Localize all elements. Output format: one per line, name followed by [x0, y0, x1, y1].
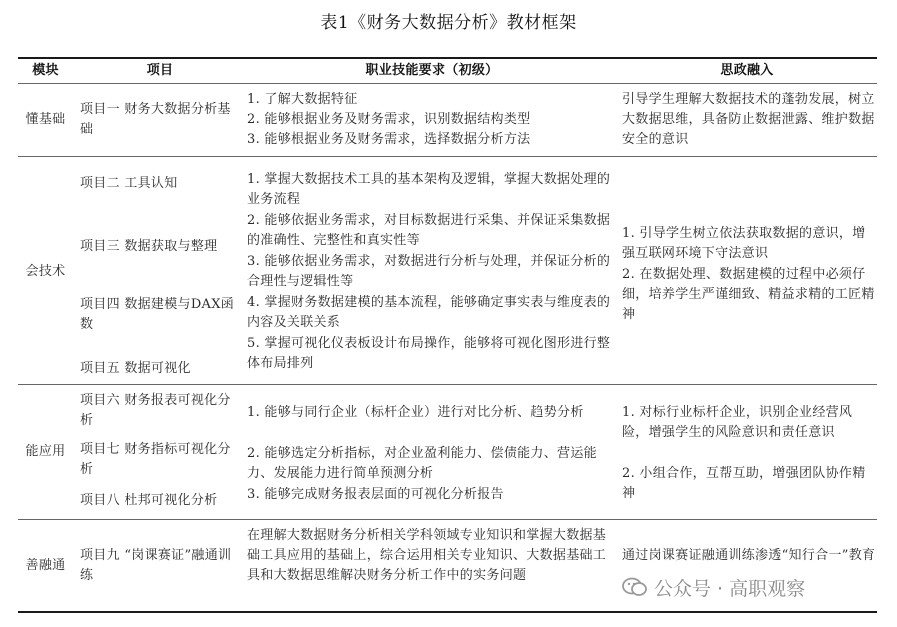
header-ideology: 思政融入 [720, 63, 774, 78]
ideology-cell: 1. 对标行业标杆企业，识别企业经营风险，增强学生的风险意识和责任意识 [622, 405, 853, 440]
header-module: 模块 [32, 63, 59, 78]
skill-item: 4. 掌握财务数据建模的基本流程，能够确定事实表与维度表的内容及关联关系 [247, 295, 611, 330]
ideology-cell: 1. 引导学生树立依法获取数据的意识，增强互联网环境下守法意识 [622, 226, 866, 261]
project-cell: 项目五 数据可视化 [80, 361, 191, 376]
skill-item: 3. 能够根据业务及财务需求，选择数据分析方法 [247, 132, 531, 147]
project-cell: 项目六 财务报表可视化分析 [80, 393, 231, 428]
project-cell: 项目四 数据建模与DAX函数 [80, 297, 235, 332]
skill-item: 2. 能够根据业务及财务需求，识别数据结构类型 [247, 112, 531, 127]
project-cell: 项目七 财务指标可视化分析 [80, 442, 231, 477]
skill-item: 1. 能够与同行企业（标杆企业）进行对比分析、趋势分析 [247, 405, 584, 420]
header-skills: 职业技能要求（初级） [365, 63, 499, 78]
project-cell: 项目三 数据获取与整理 [80, 239, 218, 254]
section-rule [18, 384, 877, 385]
ideology-cell: 2. 小组合作，互帮互助，增强团队协作精神 [622, 466, 866, 501]
ideology-cell: 引导学生理解大数据技术的蓬勃发展，树立大数据思维，具备防止数据泄露、维护数据安全的意识 [622, 92, 875, 147]
project-cell: 项目一 财务大数据分析基础 [80, 102, 231, 137]
project-cell: 项目九 “岗课赛证”融通训练 [80, 548, 232, 583]
wechat-official-account-icon [622, 576, 648, 598]
skill-item: 1. 掌握大数据技术工具的基本架构及逻辑，掌握大数据处理的业务流程 [247, 172, 611, 207]
top-rule [18, 57, 877, 59]
skill-item: 2. 能够选定分析指标，对企业盈利能力、偿债能力、营运能力、发展能力进行简单预测分析 [247, 446, 597, 481]
watermark [622, 572, 877, 602]
header-project: 项目 [146, 63, 174, 78]
watermark-text: 公众号 · 高职观察 [654, 577, 806, 600]
skill-item: 2. 能够依据业务需求，对目标数据进行采集、并保证采集数据的准确性、完整性和真实性等 [247, 213, 611, 248]
ideology-cell: 2. 在数据处理、数据建模的过程中必须仔细，培养学生严谨细致、精益求精的工匠精神 [622, 267, 875, 322]
section-rule [18, 519, 877, 520]
skill-item: 3. 能够完成财务报表层面的可视化分析报告 [247, 487, 504, 502]
skill-item: 1. 了解大数据特征 [247, 92, 358, 107]
module-cell: 懂基础 [25, 112, 66, 127]
header-rule [18, 83, 877, 84]
module-cell: 能应用 [25, 444, 66, 459]
skill-item: 3. 能够依据业务需求，对数据进行分析与处理，并保证分析的合理性与逻辑性等 [247, 254, 611, 289]
skill-item: 5. 掌握可视化仪表板设计布局操作，能够将可视化图形进行整体布局排列 [247, 336, 611, 371]
section-rule [18, 156, 877, 157]
module-cell: 善融通 [25, 558, 66, 573]
project-cell: 项目八 杜邦可视化分析 [80, 493, 218, 508]
skill-item: 在理解大数据财务分析相关学科领域专业知识和掌握大数据基础工具应用的基础上，综合运用相关专业知识、大数据基础工具和大数据思维解决财务分析工作中的实务问题 [247, 528, 607, 583]
table-caption: 表1《财务大数据分析》教材框架 [320, 13, 577, 33]
ideology-cell: 通过岗课赛证融通训练渗透“知行合一”教育 [622, 548, 876, 563]
bottom-rule [18, 611, 877, 613]
module-cell: 会技术 [25, 264, 66, 279]
project-cell: 项目二 工具认知 [80, 176, 178, 191]
